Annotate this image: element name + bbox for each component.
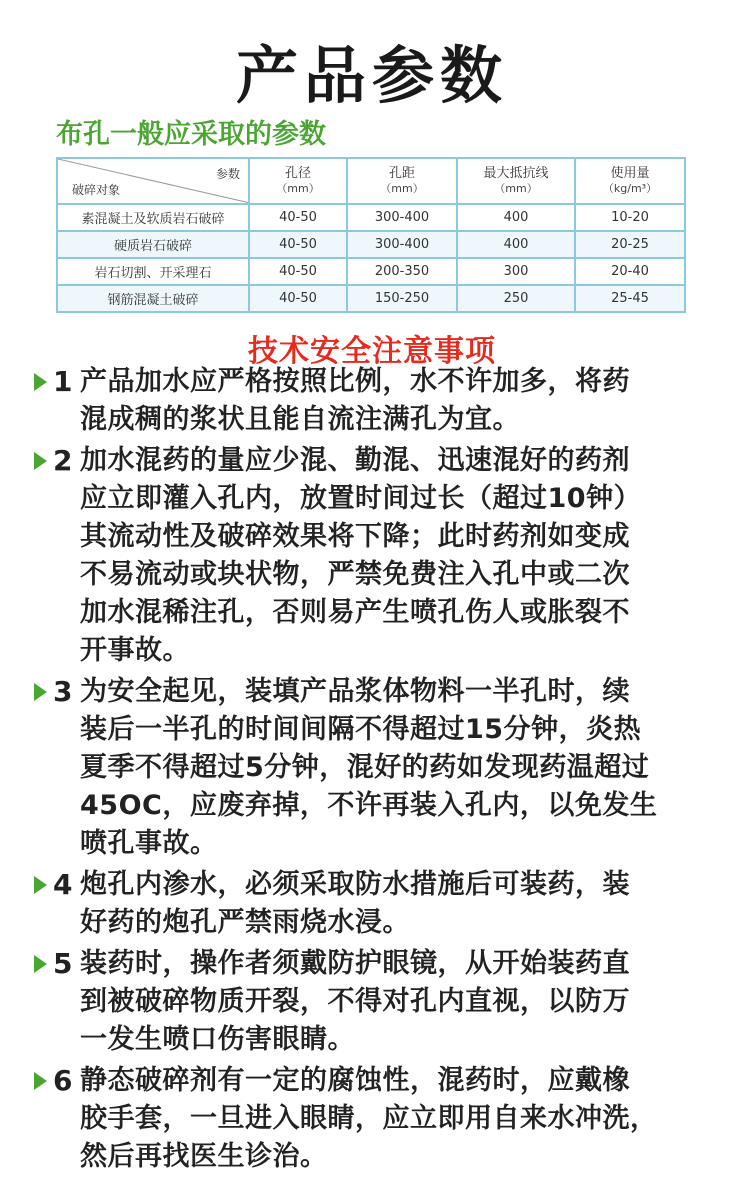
- table-row: [57, 258, 685, 285]
- list-item: [34, 866, 714, 942]
- table-cell: 300-400: [347, 204, 457, 231]
- table-cell: 250: [457, 285, 575, 312]
- note-text-line: 混成稠的浆状且能自流注满孔为宜。: [80, 404, 520, 435]
- note-text-line: 装药时，操作者须戴防护眼镜，从开始装药直: [80, 948, 630, 979]
- header-usage-amount: 使用量 （kg/m³）: [575, 158, 685, 204]
- corner-param-label: 参数: [215, 167, 240, 181]
- table-cell: 25-45: [575, 285, 685, 312]
- table-cell: 20-25: [575, 231, 685, 258]
- note-number: 5: [53, 947, 73, 980]
- table-cell: 20-40: [575, 258, 685, 285]
- note-text-line: 加水混稀注孔，否则易产生喷孔伤人或胀裂不: [80, 597, 630, 628]
- table-cell: 40-50: [249, 231, 347, 258]
- row-object: 岩石切割、开采理石: [57, 258, 249, 285]
- arrow-right-icon: [34, 1072, 47, 1090]
- table-cell: 400: [457, 231, 575, 258]
- safety-section-title: 技术安全注意事项: [248, 334, 496, 369]
- table-cell: 10-20: [575, 204, 685, 231]
- table-cell: 40-50: [249, 258, 347, 285]
- header-hole-spacing: 孔距 （mm）: [347, 158, 457, 204]
- note-text-line: 到被破碎物质开裂，不得对孔内直视，以防万: [80, 986, 630, 1017]
- table-row: [57, 231, 685, 258]
- note-text-line: 加水混药的量应少混、勤混、迅速混好的药剂: [80, 445, 630, 476]
- note-text-line: 为安全起见，装填产品浆体物料一半孔时，续: [80, 676, 630, 707]
- parameter-table: [56, 157, 686, 313]
- note-number: 4: [53, 868, 73, 901]
- note-text-line: 炮孔内渗水，必须采取防水措施后可装药，装: [80, 869, 630, 900]
- header-max-resistance-line: 最大抵抗线 （mm）: [457, 158, 575, 204]
- list-item: [34, 673, 714, 863]
- arrow-right-icon: [34, 876, 47, 894]
- row-object: 钢筋混凝土破碎: [57, 285, 249, 312]
- note-text-line: 开事故。: [80, 635, 190, 666]
- header-hole-diameter: 孔径 （mm）: [249, 158, 347, 204]
- table-cell: 400: [457, 204, 575, 231]
- table-cell: 40-50: [249, 285, 347, 312]
- note-text-line: 好药的炮孔严禁雨烧水浸。: [80, 907, 410, 938]
- table-subtitle: 布孔一般应采取的参数: [56, 119, 326, 150]
- list-item: [34, 1062, 714, 1176]
- note-number: 3: [53, 675, 73, 708]
- table-cell: 150-250: [347, 285, 457, 312]
- note-text-line: 然后再找医生诊治。: [80, 1141, 328, 1172]
- table-cell: 300: [457, 258, 575, 285]
- arrow-right-icon: [34, 373, 47, 391]
- arrow-right-icon: [34, 452, 47, 470]
- table-header-row: [57, 158, 685, 204]
- note-number: 2: [53, 444, 73, 477]
- table-row: [57, 204, 685, 231]
- corner-object-label: 破碎对象: [72, 183, 121, 197]
- note-text-line: 夏季不得超过5分钟，混好的药如发现药温超过: [80, 752, 650, 783]
- list-item: [34, 945, 714, 1059]
- list-item: [34, 442, 714, 670]
- table-corner-cell: [57, 158, 249, 204]
- note-text-line: 静态破碎剂有一定的腐蚀性，混药时，应戴橡: [80, 1065, 630, 1096]
- safety-notes-list: [34, 363, 714, 1176]
- table-cell: 40-50: [249, 204, 347, 231]
- note-text-line: 胶手套，一旦进入眼睛，应立即用自来水冲洗，: [80, 1103, 658, 1134]
- note-text-line: 45OC，应废弃掉，不许再装入孔内，以免发生: [80, 790, 658, 821]
- table-cell: 300-400: [347, 231, 457, 258]
- note-number: 1: [53, 365, 73, 398]
- page-title: 产品参数: [235, 39, 508, 112]
- note-text-line: 一发生喷口伤害眼睛。: [80, 1024, 355, 1055]
- note-number: 6: [53, 1064, 73, 1097]
- note-text-line: 不易流动或块状物，严禁免费注入孔中或二次: [80, 559, 630, 590]
- table-row: [57, 285, 685, 312]
- note-text-line: 产品加水应严格按照比例，水不许加多，将药: [80, 366, 630, 397]
- arrow-right-icon: [34, 955, 47, 973]
- note-text-line: 装后一半孔的时间间隔不得超过15分钟，炎热: [80, 714, 642, 745]
- note-text-line: 其流动性及破碎效果将下降；此时药剂如变成: [80, 521, 630, 552]
- row-object: 素混凝土及软质岩石破碎: [57, 204, 249, 231]
- row-object: 硬质岩石破碎: [57, 231, 249, 258]
- table-cell: 200-350: [347, 258, 457, 285]
- note-text-line: 喷孔事故。: [80, 828, 218, 859]
- note-text-line: 应立即灌入孔内，放置时间过长（超过10钟）: [80, 483, 642, 514]
- arrow-right-icon: [34, 683, 47, 701]
- list-item: [34, 363, 714, 439]
